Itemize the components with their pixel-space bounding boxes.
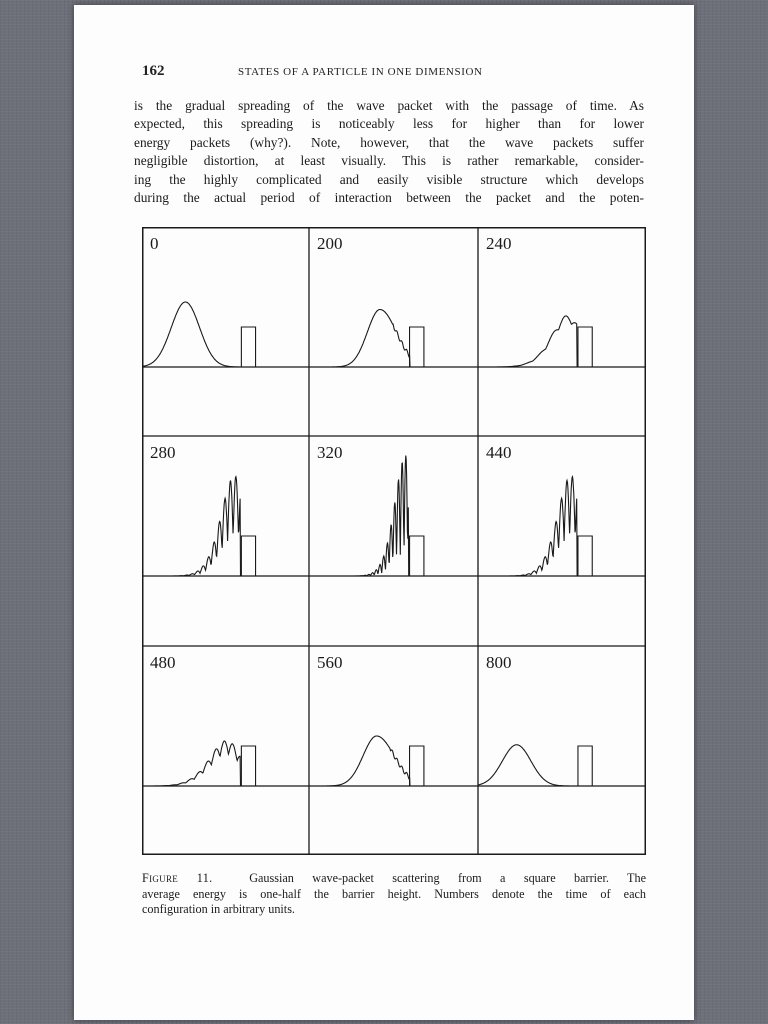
barrier: [578, 536, 592, 576]
barrier: [241, 746, 255, 786]
panel-time-label: 200: [317, 234, 343, 253]
body-line: ing the highly complicated and easily visible structure which develops: [134, 171, 644, 187]
wave-packet-curve: [142, 302, 309, 367]
barrier: [578, 746, 592, 786]
barrier: [241, 536, 255, 576]
barrier: [241, 327, 255, 367]
wave-packet-curve: [478, 477, 646, 576]
panel-time-label: 240: [486, 234, 512, 253]
barrier: [578, 327, 592, 367]
figure-11: [142, 227, 646, 855]
body-paragraph: [134, 97, 644, 207]
wave-packet-grid: [142, 227, 646, 855]
barrier: [410, 327, 424, 367]
body-line: expected, this spreading is noticeably less for higher than for lower: [134, 116, 644, 132]
wave-packet-curve: [478, 316, 646, 367]
body-line: is the gradual spreading of the wave packet with the passage of time. As: [134, 98, 644, 113]
panel-time-label: 320: [317, 443, 343, 462]
wave-packet-curve: [142, 477, 309, 576]
figure-label: Figure 11.: [142, 871, 213, 885]
running-head: [142, 63, 652, 83]
caption-line: configuration in arbitrary units.: [142, 902, 295, 917]
caption-line: [142, 871, 646, 887]
figure-caption: [142, 871, 646, 918]
book-page: [74, 5, 694, 1020]
wave-packet-curve: [142, 741, 309, 786]
panel-time-label: 440: [486, 443, 512, 462]
panel-time-label: 480: [150, 653, 176, 672]
body-line: during the actual period of interaction between the packet and the poten-: [134, 190, 644, 206]
panel-time-label: 560: [317, 653, 343, 672]
panel-time-label: 0: [150, 234, 159, 253]
barrier: [410, 746, 424, 786]
panel-time-label: 280: [150, 443, 176, 462]
running-title: STATES OF A PARTICLE IN ONE DIMENSION: [238, 66, 483, 78]
caption-text: Gaussian wave-packet scattering from a square barrier. The: [249, 871, 646, 885]
page-number: 162: [142, 63, 165, 79]
wave-packet-curve: [478, 745, 646, 786]
wave-packet-curve: [309, 456, 478, 577]
panel-time-label: 800: [486, 653, 512, 672]
wave-packet-curve: [309, 310, 478, 368]
barrier: [410, 536, 424, 576]
caption-line: average energy is one-half the barrier height. Numbers denote the time of each: [142, 886, 646, 901]
wave-packet-curve: [309, 736, 478, 786]
body-line: energy packets (why?). Note, however, that the wave packets suffer: [134, 134, 644, 150]
body-line: negligible distortion, at least visually. This is rather remarkable, consider-: [134, 153, 644, 169]
